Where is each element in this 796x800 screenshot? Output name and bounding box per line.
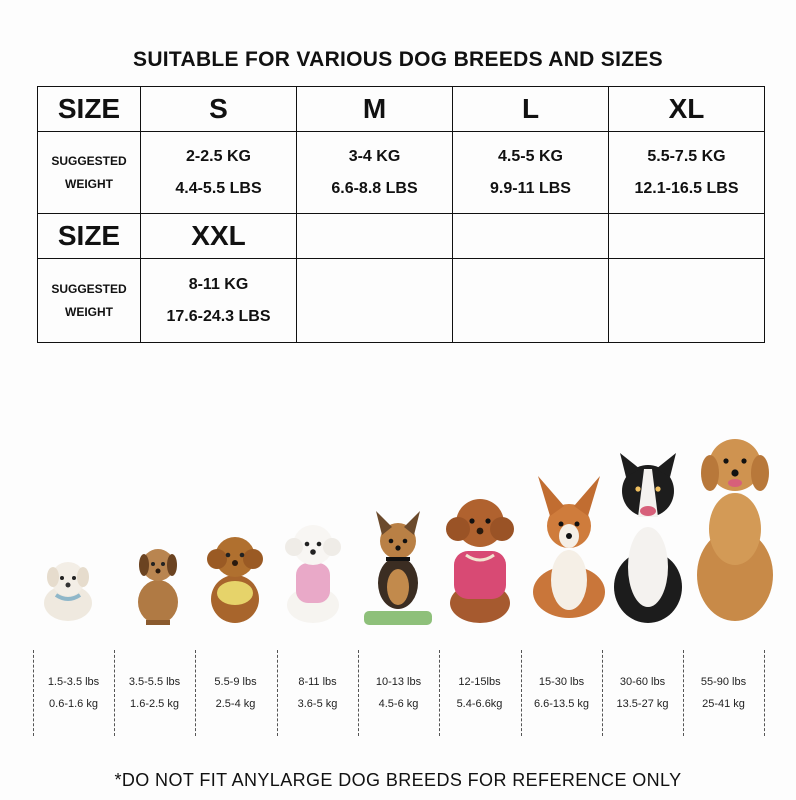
weight-lbs: 12-15lbs bbox=[458, 676, 501, 688]
weight-kg: 5.5-7.5 KG bbox=[647, 147, 726, 165]
small-brown-puppy-icon bbox=[128, 540, 188, 625]
weight-lbs: 12.1-16.5 LBS bbox=[634, 179, 739, 197]
weight-lbs: 8-11 lbs bbox=[298, 676, 337, 688]
weight-kg: 4.5-6 kg bbox=[378, 698, 419, 710]
weight-kg: 4.5-5 KG bbox=[498, 147, 563, 165]
empty-cell bbox=[297, 214, 453, 259]
empty-cell bbox=[297, 259, 453, 343]
weight-kg: 1.6-2.5 kg bbox=[130, 698, 179, 710]
empty-cell bbox=[453, 259, 609, 343]
weight-label-line1: SUGGESTED bbox=[51, 153, 127, 168]
weight-lbs: 55-90 lbs bbox=[700, 676, 747, 688]
empty-cell bbox=[453, 214, 609, 259]
weight-column bbox=[439, 650, 520, 736]
weight-lbs: 9.9-11 LBS bbox=[490, 179, 571, 197]
size-label: SIZE bbox=[38, 214, 141, 259]
weight-cell-xxl bbox=[141, 259, 297, 343]
weight-kg: 5.4-6.6kg bbox=[456, 698, 503, 710]
weight-scale bbox=[33, 650, 765, 736]
golden-retriever-icon bbox=[690, 425, 780, 625]
corgi-icon bbox=[528, 470, 610, 625]
weight-label bbox=[38, 132, 141, 214]
weight-column bbox=[602, 650, 683, 736]
poodle-yellow-vest-icon bbox=[200, 527, 270, 625]
dog-size-lineup bbox=[0, 410, 796, 625]
weight-kg: 2.5-4 kg bbox=[215, 698, 256, 710]
empty-cell bbox=[609, 214, 765, 259]
size-header-xl: XL bbox=[609, 87, 765, 132]
weight-cell-xl bbox=[609, 132, 765, 214]
weight-cell-l bbox=[453, 132, 609, 214]
weight-cell-m bbox=[297, 132, 453, 214]
poodle-pink-hoodie-icon bbox=[442, 489, 518, 625]
empty-cell bbox=[609, 259, 765, 343]
page-title: SUITABLE FOR VARIOUS DOG BREEDS AND SIZES bbox=[133, 48, 663, 71]
weight-label-line2: WEIGHT bbox=[65, 304, 113, 319]
size-header-l: L bbox=[453, 87, 609, 132]
weight-lbs: 30-60 lbs bbox=[619, 676, 666, 688]
size-chart-table bbox=[37, 86, 765, 343]
weight-column bbox=[358, 650, 439, 736]
size-header-m: M bbox=[297, 87, 453, 132]
border-collie-icon bbox=[606, 447, 690, 625]
size-header-xxl: XXL bbox=[141, 214, 297, 259]
weight-row-2 bbox=[38, 259, 765, 343]
weight-column bbox=[195, 650, 276, 736]
weight-kg: 25-41 kg bbox=[702, 698, 745, 710]
weight-column bbox=[114, 650, 195, 736]
weight-kg: 3-4 KG bbox=[348, 147, 401, 165]
weight-kg: 6.6-13.5 kg bbox=[533, 698, 590, 710]
divider bbox=[764, 650, 765, 736]
white-puppy-icon bbox=[38, 555, 98, 625]
size-row-1 bbox=[38, 87, 765, 132]
weight-row-1 bbox=[38, 132, 765, 214]
weight-lbs: 1.5-3.5 lbs bbox=[47, 676, 100, 688]
size-label: SIZE bbox=[38, 87, 141, 132]
weight-lbs: 3.5-5.5 lbs bbox=[128, 676, 181, 688]
weight-lbs: 17.6-24.3 LBS bbox=[166, 307, 271, 325]
yorkshire-terrier-icon bbox=[360, 501, 436, 625]
size-row-2 bbox=[38, 214, 765, 259]
weight-column bbox=[521, 650, 602, 736]
weight-kg: 0.6-1.6 kg bbox=[49, 698, 98, 710]
weight-lbs: 10-13 lbs bbox=[375, 676, 422, 688]
white-poodle-pink-coat-icon bbox=[282, 517, 344, 625]
weight-cell-s bbox=[141, 132, 297, 214]
size-header-s: S bbox=[141, 87, 297, 132]
weight-lbs: 5.5-9 lbs bbox=[214, 676, 257, 688]
weight-column bbox=[277, 650, 358, 736]
weight-lbs: 15-30 lbs bbox=[538, 676, 585, 688]
weight-lbs: 4.4-5.5 LBS bbox=[175, 179, 262, 197]
weight-lbs: 6.6-8.8 LBS bbox=[331, 179, 418, 197]
weight-kg: 3.6-5 kg bbox=[297, 698, 338, 710]
weight-kg: 2-2.5 KG bbox=[186, 147, 251, 165]
weight-column bbox=[33, 650, 114, 736]
disclaimer-note: *DO NOT FIT ANYLARGE DOG BREEDS FOR REFERENCE ONLY bbox=[114, 770, 682, 790]
weight-label bbox=[38, 259, 141, 343]
weight-column bbox=[683, 650, 764, 736]
weight-kg: 8-11 KG bbox=[188, 275, 249, 293]
weight-label-line1: SUGGESTED bbox=[51, 281, 127, 296]
weight-label-line2: WEIGHT bbox=[65, 176, 113, 191]
weight-kg: 13.5-27 kg bbox=[616, 698, 669, 710]
